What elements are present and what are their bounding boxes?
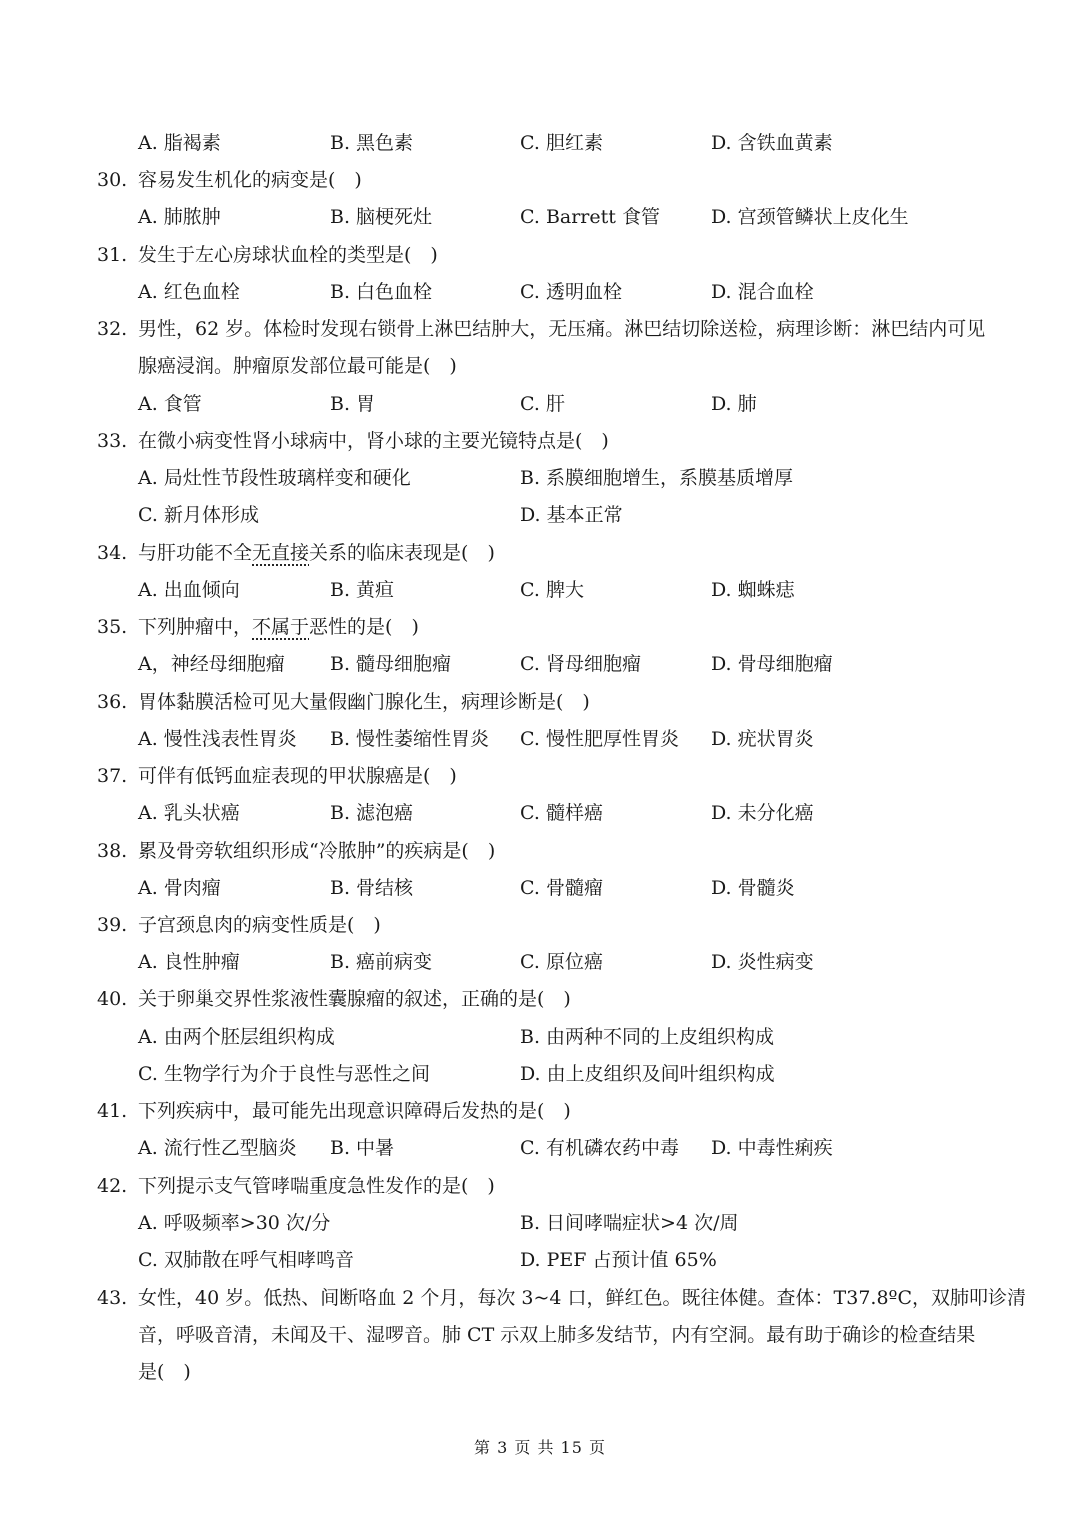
question-stem: 累及骨旁软组织形成“冷脓肿”的疾病是( )	[138, 840, 496, 862]
stem-text: 下列肿瘤中，	[138, 616, 253, 638]
option-d: D. 骨母细胞瘤	[711, 653, 833, 675]
question-stem	[138, 618, 419, 637]
question-number: 39.	[97, 914, 128, 936]
question-stem-continued: 腺癌浸润。肿瘤原发部位最可能是( )	[138, 355, 457, 377]
option-b: B. 胃	[330, 393, 376, 415]
question-number: 38.	[97, 840, 128, 862]
option-c: C. 肾母细胞瘤	[520, 653, 641, 675]
question-stem: 容易发生机化的病变是( )	[138, 169, 362, 191]
option-d: D. 中毒性痢疾	[711, 1137, 833, 1159]
question-stem: 女性，40 岁。低热、间断咯血 2 个月，每次 3~4 口，鲜红色。既往体健。查体：T37.8ºC，双肺叩诊清	[138, 1287, 1027, 1309]
stem-text: 恶性的是( )	[309, 616, 419, 638]
option-b: B. 慢性萎缩性胃炎	[330, 728, 490, 750]
q29-option-a: A. 脂褐素	[138, 132, 221, 154]
option-c: C. 肝	[520, 393, 565, 415]
option-a: A. 流行性乙型脑炎	[138, 1137, 297, 1159]
option-b: B. 黄疸	[330, 579, 395, 601]
option-c: C. 透明血栓	[520, 281, 622, 303]
question-stem: 胃体黏膜活检可见大量假幽门腺化生，病理诊断是( )	[138, 691, 590, 713]
question-stem: 男性，62 岁。体检时发现右锁骨上淋巴结肿大，无压痛。淋巴结切除送检，病理诊断：淋巴结内可见	[138, 318, 986, 340]
option-a: A. 出血倾向	[138, 579, 240, 601]
question-stem: 下列提示支气管哮喘重度急性发作的是( )	[138, 1175, 495, 1197]
option-d: D. 未分化癌	[711, 802, 814, 824]
option-a: A. 骨肉瘤	[138, 877, 221, 899]
option-c: C. 原位癌	[520, 951, 603, 973]
option-d: D. 骨髓炎	[711, 877, 795, 899]
option-b: B. 由两种不同的上皮组织构成	[520, 1026, 775, 1048]
emphasized-text: 无直接	[252, 542, 310, 564]
option-d: D. 混合血栓	[711, 281, 814, 303]
question-stem-continued: 音，呼吸音清，未闻及干、湿啰音。肺 CT 示双上肺多发结节，内有空洞。最有助于确诊的检查结果	[138, 1324, 976, 1346]
option-c: C. 有机磷农药中毒	[520, 1137, 679, 1159]
question-number: 41.	[97, 1100, 128, 1122]
option-a: A. 肺脓肿	[138, 206, 221, 228]
question-number: 40.	[97, 988, 128, 1010]
option-b: B. 中暑	[330, 1137, 395, 1159]
option-a: A. 慢性浅表性胃炎	[138, 728, 297, 750]
question-stem	[138, 544, 495, 563]
question-stem: 子宫颈息肉的病变性质是( )	[138, 914, 381, 936]
question-number: 32.	[97, 318, 128, 340]
option-a: A. 良性肿瘤	[138, 951, 240, 973]
stem-text: 与肝功能不全	[138, 542, 253, 564]
q29-option-c: C. 胆红素	[520, 132, 603, 154]
question-stem: 可伴有低钙血症表现的甲状腺癌是( )	[138, 765, 457, 787]
question-stem: 关于卵巢交界性浆液性囊腺瘤的叙述，正确的是( )	[138, 988, 571, 1010]
option-d: D. 疣状胃炎	[711, 728, 814, 750]
q29-option-b: B. 黑色素	[330, 132, 414, 154]
option-a: A，神经母细胞瘤	[138, 653, 285, 675]
question-number: 42.	[97, 1175, 128, 1197]
emphasized-text: 不属于	[252, 616, 310, 638]
option-c: C. Barrett 食管	[520, 206, 660, 228]
question-number: 35.	[97, 616, 128, 638]
option-c: C. 骨髓瘤	[520, 877, 603, 899]
question-stem: 在微小病变性肾小球病中，肾小球的主要光镜特点是( )	[138, 430, 609, 452]
option-a: A. 乳头状癌	[138, 802, 240, 824]
option-a: A. 由两个胚层组织构成	[138, 1026, 335, 1048]
option-c: C. 新月体形成	[138, 504, 259, 526]
option-c: C. 生物学行为介于良性与恶性之间	[138, 1063, 430, 1085]
option-d: D. 由上皮组织及间叶组织构成	[520, 1063, 775, 1085]
option-c: C. 脾大	[520, 579, 584, 601]
option-b: B. 白色血栓	[330, 281, 433, 303]
question-stem: 下列疾病中，最可能先出现意识障碍后发热的是( )	[138, 1100, 571, 1122]
question-number: 37.	[97, 765, 128, 787]
question-stem: 发生于左心房球状血栓的类型是( )	[138, 244, 438, 266]
stem-text: 关系的临床表现是( )	[309, 542, 495, 564]
option-d: D. 蜘蛛痣	[711, 579, 795, 601]
option-d: D. PEF 占预计值 65%	[520, 1249, 717, 1271]
option-b: B. 系膜细胞增生，系膜基质增厚	[520, 467, 794, 489]
option-c: C. 慢性肥厚性胃炎	[520, 728, 679, 750]
option-a: A. 红色血栓	[138, 281, 240, 303]
page-footer: 第 3 页 共 15 页	[474, 1438, 606, 1457]
option-b: B. 滤泡癌	[330, 802, 414, 824]
option-c: C. 双肺散在呼气相哮鸣音	[138, 1249, 354, 1271]
question-number: 33.	[97, 430, 128, 452]
option-d: D. 宫颈管鳞状上皮化生	[711, 206, 909, 228]
option-b: B. 癌前病变	[330, 951, 433, 973]
option-d: D. 炎性病变	[711, 951, 814, 973]
option-a: A. 局灶性节段性玻璃样变和硬化	[138, 467, 411, 489]
option-b: B. 日间哮喘症状>4 次/周	[520, 1212, 739, 1234]
option-b: B. 髓母细胞瘤	[330, 653, 452, 675]
option-d: D. 肺	[711, 393, 757, 415]
question-number: 30.	[97, 169, 128, 191]
question-number: 43.	[97, 1287, 128, 1309]
option-a: A. 呼吸频率>30 次/分	[138, 1212, 331, 1234]
question-stem-continued: 是( )	[138, 1361, 191, 1383]
q29-option-d: D. 含铁血黄素	[711, 132, 833, 154]
option-d: D. 基本正常	[520, 504, 623, 526]
question-number: 34.	[97, 542, 128, 564]
question-number: 31.	[97, 244, 128, 266]
option-b: B. 骨结核	[330, 877, 414, 899]
option-a: A. 食管	[138, 393, 202, 415]
option-c: C. 髓样癌	[520, 802, 603, 824]
question-number: 36.	[97, 691, 128, 713]
option-b: B. 脑梗死灶	[330, 206, 433, 228]
